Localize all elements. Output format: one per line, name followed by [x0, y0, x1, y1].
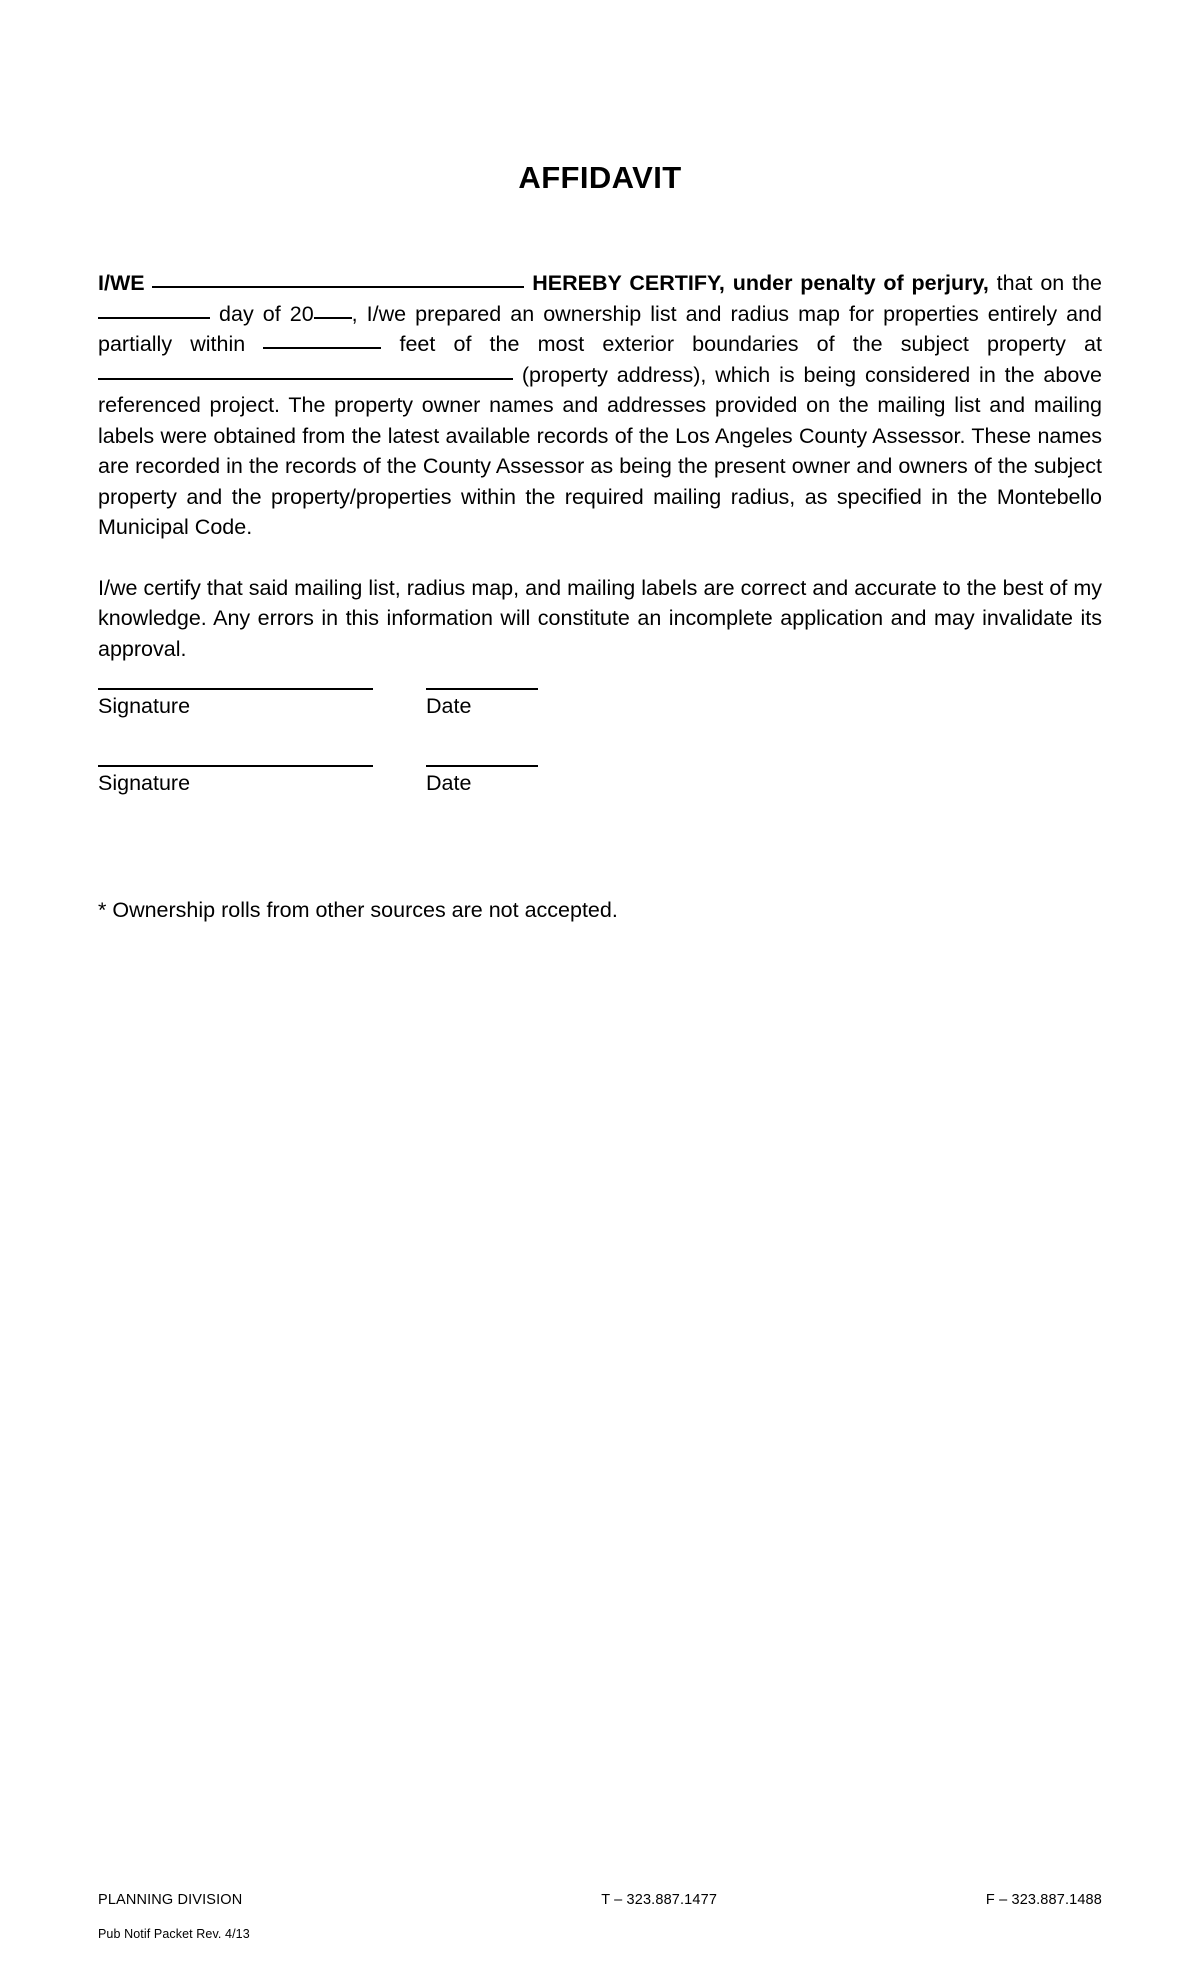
date-field-1[interactable] — [426, 688, 574, 720]
footer-fax: F – 323.887.1488 — [985, 1892, 1102, 1908]
date-field-2[interactable] — [426, 765, 574, 797]
signature-field-1[interactable] — [98, 688, 396, 720]
that-on-the-text: that on the — [996, 271, 1102, 295]
signature-block — [98, 688, 718, 797]
feet-of-boundaries-text: feet of the most exterior boundaries of the subject property at — [399, 332, 1102, 356]
iwe-label: I/WE — [98, 271, 145, 295]
property-address-remainder-text: (property address), which is being considered in the above referenced project. The property owner names and addresses provided on the mailing list and mailing labels were obtained from the latest available records of the Los Angeles County Assessor. These names are recorded in the records of the County Assessor as being the present owner and owners of the subject property and the property/properties within the required mailing radius, as specified in the Montebello Municipal Code. — [98, 362, 1102, 539]
footer-contact-row — [98, 1892, 1102, 1908]
paragraph-certification — [98, 268, 1102, 543]
footer-revision: Pub Notif Packet Rev. 4/13 — [98, 1927, 250, 1941]
footer-phone: T – 323.887.1477 — [601, 1892, 718, 1908]
footer-division: PLANNING DIVISION — [98, 1892, 243, 1908]
day-of-year-text: day of 20 — [219, 301, 314, 326]
date-line — [426, 765, 538, 767]
page-title: AFFIDAVIT — [518, 160, 682, 195]
footnote-ownership-rolls: * Ownership rolls from other sources are not accepted. — [98, 898, 618, 922]
signature-label: Signature — [98, 694, 191, 718]
paragraph-accuracy-certification: I/we certify that said mailing list, radius map, and mailing labels are correct and accurate to the best of my knowledge. Any errors in this information will constitute an incomplete application and may invalidate its approval. — [98, 575, 1102, 661]
date-label: Date — [426, 771, 472, 795]
document-body — [98, 268, 1102, 664]
signature-label: Signature — [98, 771, 191, 795]
signature-row — [98, 765, 718, 797]
after-year-text: , I/we prepared an ownership list and radius map for properties entirely and partially within — [98, 301, 1102, 356]
radius-feet-blank-field[interactable] — [263, 332, 381, 349]
year-blank-field[interactable] — [314, 302, 352, 319]
signature-line — [98, 688, 373, 690]
signature-row — [98, 688, 718, 720]
date-line — [426, 688, 538, 690]
signature-field-2[interactable] — [98, 765, 396, 797]
signature-line — [98, 765, 373, 767]
property-address-blank-field[interactable] — [98, 363, 513, 380]
date-label: Date — [426, 694, 472, 718]
hereby-certify-text: HEREBY CERTIFY, under penalty of perjury, — [532, 271, 989, 295]
name-blank-field[interactable] — [152, 271, 524, 288]
page-footer — [98, 1892, 1102, 1941]
day-blank-field[interactable] — [98, 302, 210, 319]
